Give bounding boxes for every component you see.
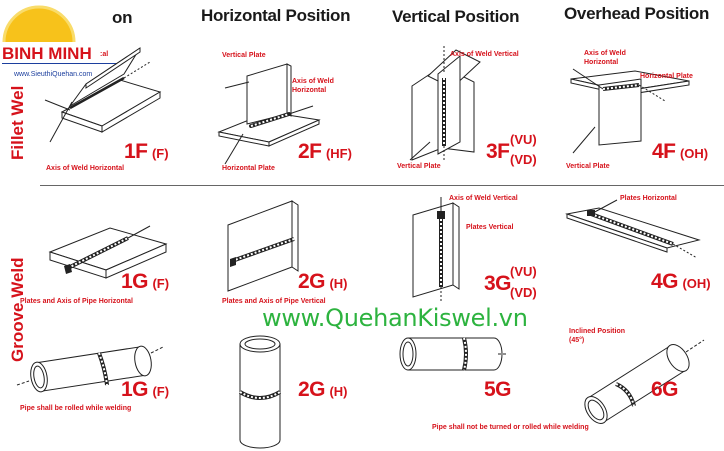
fillet-3f-code-suffix-vd: (VD) xyxy=(510,152,537,167)
row-label-fillet: Fillet Wel xyxy=(8,85,27,160)
pipe-1g-code xyxy=(121,378,169,402)
fillet-1f-axis-label: Axis of Weld Horizontal xyxy=(46,165,125,172)
fillet-2f-axis-label-2: Horizontal xyxy=(292,87,327,94)
groove-3g-drawing xyxy=(405,195,465,305)
groove-3g-axis-label: Axis of Weld Vertical xyxy=(449,195,518,202)
sun-logo-icon xyxy=(4,0,74,42)
header-flat-partial: on xyxy=(112,8,133,27)
groove-2g-code xyxy=(298,270,348,294)
fillet-2f-code-suffix: (HF) xyxy=(325,146,352,161)
groove-3g-code xyxy=(484,272,511,296)
groove-2g-caption: Plates and Axis of Pipe Vertical xyxy=(222,298,326,305)
groove-1g-caption: Plates and Axis of Pipe Horizontal xyxy=(20,298,133,305)
pipe-5g-drawing xyxy=(398,330,508,380)
fillet-2f-axis-label-1: Axis of Weld xyxy=(292,78,334,85)
groove-3g-plates-label: Plates Vertical xyxy=(466,224,514,231)
header-fragment: :al xyxy=(100,51,109,58)
groove-3g-suffix-vd xyxy=(510,284,537,302)
fillet-4f-code-suffix: (OH) xyxy=(679,146,709,161)
header-vertical: Vertical Position xyxy=(392,7,520,26)
fillet-4f-code-main: 4F xyxy=(652,140,676,163)
pipe-6g-code-main: 6G xyxy=(651,378,679,401)
fillet-3f-code-suffix-vu: (VU) xyxy=(510,132,537,147)
pipe-6g-inclined-label-2: (45°) xyxy=(569,337,585,344)
row-label-groove: Groove Weld xyxy=(8,257,27,362)
fillet-3f-drawing xyxy=(400,42,495,162)
groove-4g-code xyxy=(651,270,711,294)
fillet-3f-suffix-vu xyxy=(510,131,537,149)
fillet-4f-code xyxy=(652,140,708,164)
fillet-3f-vplate-label: Vertical Plate xyxy=(397,163,441,170)
row-divider xyxy=(40,185,724,186)
fillet-1f-code-main: 1F xyxy=(124,140,148,163)
groove-1g-code-main: 1G xyxy=(121,270,149,293)
fillet-4f-vplate-label: Vertical Plate xyxy=(566,163,610,170)
pipe-2g-code-main: 2G xyxy=(298,378,326,401)
pipe-6g-code xyxy=(651,378,678,402)
pipe-2g-code-suffix: (H) xyxy=(329,384,348,399)
header-overhead: Overhead Position xyxy=(564,4,710,23)
fillet-4f-axis-label-2: Horizontal xyxy=(584,59,619,66)
fillet-1f-code-suffix: (F) xyxy=(151,146,169,161)
groove-3g-code-suffix-vd: (VD) xyxy=(510,285,537,300)
groove-3g-suffix-vu xyxy=(510,263,537,281)
pipe-6g-inclined-label-1: Inclined Position xyxy=(569,328,626,335)
pipe-6g-drawing xyxy=(582,332,707,422)
pipe-1g-code-suffix: (F) xyxy=(152,384,170,399)
watermark-url: www.QuehanKiswel.vn xyxy=(262,304,528,332)
logo-name: BINH MINH xyxy=(2,44,92,63)
groove-2g-code-suffix: (H) xyxy=(329,276,348,291)
fillet-3f-code xyxy=(486,140,510,164)
fillet-2f-vplate-label: Vertical Plate xyxy=(222,52,266,59)
header-horizontal: Horizontal Position xyxy=(201,6,351,25)
fillet-2f-code xyxy=(298,140,352,164)
fillet-3f-axis-label: Axis of Weld Vertical xyxy=(450,51,519,58)
fillet-2f-code-main: 2F xyxy=(298,140,322,163)
pipe-2g-drawing xyxy=(236,330,286,451)
fillet-2f-hplate-label: Horizontal Plate xyxy=(222,165,275,172)
pipe-fixed-caption: Pipe shall not be turned or rolled while welding xyxy=(432,424,589,431)
logo-url: www.SieuthiQuehan.com xyxy=(14,71,93,78)
groove-3g-code-suffix-vu: (VU) xyxy=(510,264,537,279)
groove-4g-code-suffix: (OH) xyxy=(682,276,711,291)
pipe-1g-caption: Pipe shall be rolled while welding xyxy=(20,405,132,412)
groove-4g-code-main: 4G xyxy=(651,270,679,293)
groove-2g-code-main: 2G xyxy=(298,270,326,293)
fillet-3f-code-main: 3F xyxy=(486,140,510,163)
fillet-4f-hplate-label: Horizontal Plate xyxy=(640,73,693,80)
groove-4g-plates-label: Plates Horizontal xyxy=(620,195,677,202)
groove-1g-code-suffix: (F) xyxy=(152,276,170,291)
groove-4g-drawing xyxy=(565,200,705,270)
fillet-4f-axis-label-1: Axis of Weld xyxy=(584,50,626,57)
pipe-5g-code-main: 5G xyxy=(484,378,512,401)
pipe-1g-code-main: 1G xyxy=(121,378,149,401)
pipe-5g-code xyxy=(484,378,511,402)
groove-3g-code-main: 3G xyxy=(484,272,512,295)
groove-1g-code xyxy=(121,270,169,294)
pipe-2g-code xyxy=(298,378,348,402)
fillet-1f-code xyxy=(124,140,169,164)
fillet-3f-suffix-vd xyxy=(510,151,537,169)
